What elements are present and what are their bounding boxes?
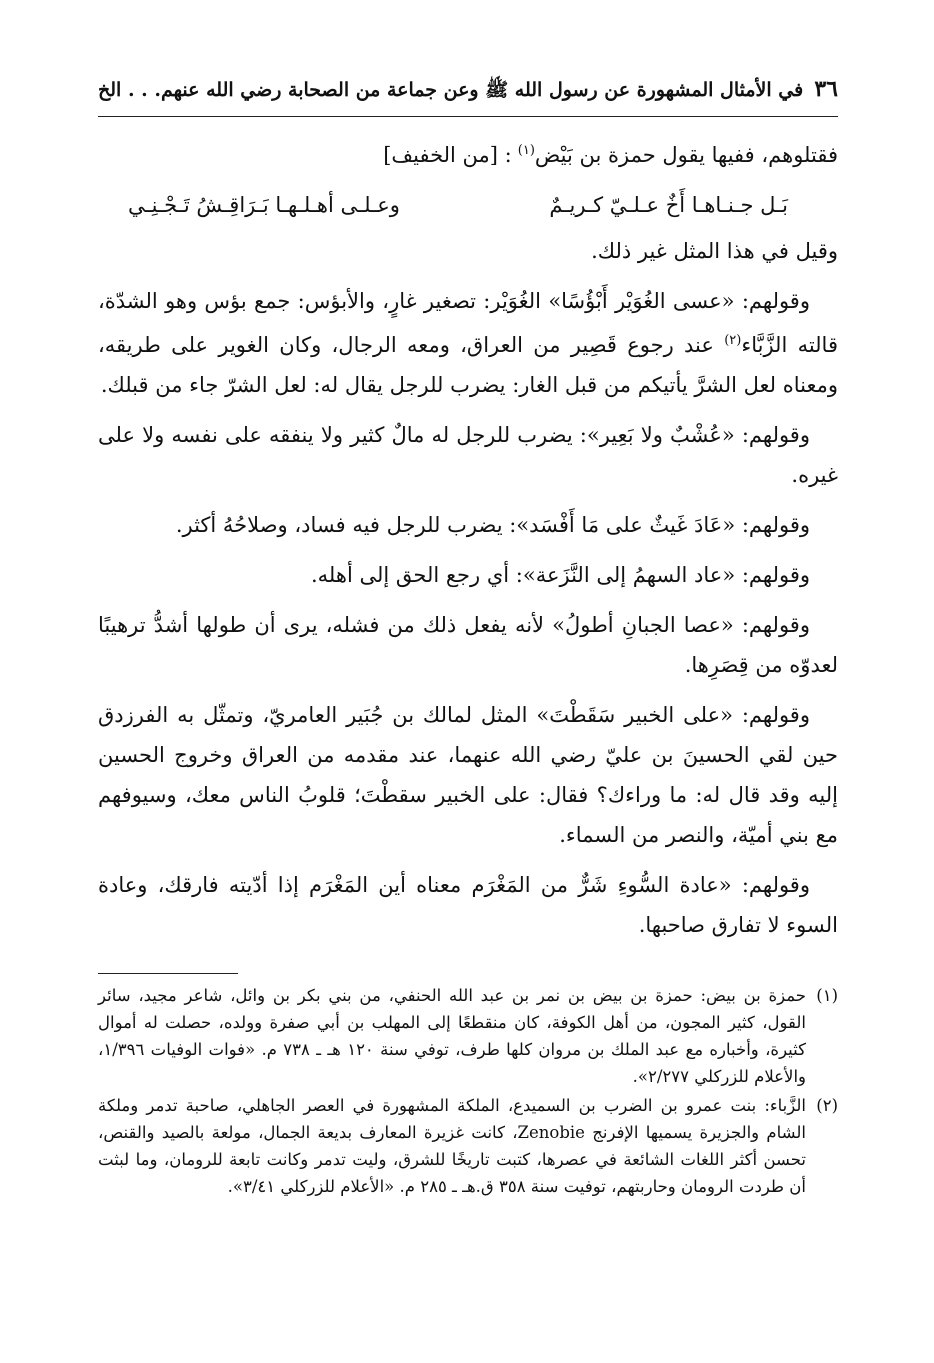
- footnote-text: الزَّباء: بنت عمرو بن الضرب بن السميدع، الملكة المشهورة في العصر الجاهلي، صاحبة تدمر وملكة الشام والجزيرة يسميها الإفرنج Zenobie، كانت غزيرة المعارف بديعة الجمال، مولعة بالصيد والقنص، تحسن أكثر اللغات الشائعة في عصرها، كتبت تاريخًا للشرق، وليت تدمر وكانت تابعة للرومان، وما لبثت أن طردت الرومان وحاربتهم، توفيت سنة ٣٥٨ ق.هـ ـ ٢٨٥ م. «الأعلام للزركلي ٣/٤١».: [98, 1096, 807, 1196]
- paragraph: [98, 131, 838, 175]
- footnote: [98, 982, 838, 1090]
- running-header: [98, 76, 838, 117]
- main-text: [98, 131, 838, 945]
- footnote-mark: (١): [816, 986, 838, 1005]
- footnotes: [98, 982, 838, 1200]
- paragraph: وقولهم: «عُشْبٌ ولا بَعِير»: يضرب للرجل له مالٌ كثير ولا ينفقه على نفسه ولا على غيره.: [98, 423, 838, 487]
- footnote-ref[interactable]: (٢): [724, 333, 742, 348]
- paragraph: [98, 281, 838, 405]
- paragraph: وقيل في هذا المثل غير ذلك.: [591, 239, 838, 263]
- footnote-separator: [98, 973, 238, 974]
- paragraph: وقولهم: «عاد السهمُ إلى النَّزَعة»: أي رجع الحق إلى أهله.: [311, 563, 810, 587]
- verse-first-hemistich: بَـل جـنـاهـا أَخٌ عـلـيّ كـريـمٌ: [549, 193, 788, 217]
- paragraph: وقولهم: «عادة السُّوءِ شَرٌّ من المَغْرَم معناه أين المَغْرَم إذا أدّيته فارقك، وعادة السوء لا تفارق صاحبها.: [98, 873, 838, 937]
- footnote-mark: (٢): [816, 1096, 838, 1115]
- footnote: [98, 1092, 838, 1200]
- paragraph: وقولهم: «عصا الجبانِ أطولُ» لأنه يفعل ذلك من فشله، يرى أن طولها أشدُّ ترهيبًا لعدوّه من قِصَرِها.: [98, 613, 838, 677]
- paragraph-text: فقتلوهم، ففيها يقول حمزة بن بَيْض: [534, 143, 838, 167]
- paragraph-text: عند رجوع قَصِير من العراق، ومعه الرجال، وكان الغوير على طريقه، ومعناه لعل الشرَّ يأتيكم من قبل الغار: يضرب للرجل يقال له: لعل الشرّ جاء من قبلك.: [98, 333, 838, 397]
- page-number: ٣٦: [814, 76, 838, 102]
- meter-label: : [من الخفيف]: [383, 143, 512, 167]
- footnote-ref[interactable]: (١): [517, 143, 535, 158]
- footnote-text: حمزة بن بيض: حمزة بن بيض بن نمر بن عبد الله الحنفي، من بني بكر بن وائل، شاعر مجيد، سائر القول، كثير المجون، من أهل الكوفة، كان منقطعًا إلى المهلب بن أبي صفرة وولده، حصلت له أموال كثيرة، وأخباره مع عبد الملك بن مروان كلها طرف، توفي سنة ١٢٠ هـ ـ ٧٣٨ م. «فوات الوفيات ١/٣٩٦، والأعلام للزركلي ٢/٢٧٧».: [98, 986, 806, 1086]
- paragraph-text: وقولهم: «عسى الغُوَيْر أَبْؤُسًا» الغُوَيْر: تصغير غارٍ، والأبؤس: جمع بؤس وهو الشدّة، قالته الزَّبَّاء: [98, 289, 838, 357]
- paragraph: وقولهم: «على الخبير سَقَطْتَ» المثل لمالك بن جُبَير العامريّ، وتمثّل به الفرزدق حين لقي الحسينَ بن عليّ رضي الله عنهما، عند مقدمه من العراق وخروج الحسين إليه وقد قال له: ما وراءك؟ فقال: على الخبير سقطْتَ؛ قلوبُ الناس معك، وسيوفهم مع بني أميّة، والنصر من السماء.: [98, 703, 838, 847]
- paragraph: وقولهم: «عَادَ غَيثٌ على مَا أَفْسَد»: يضرب للرجل فيه فساد، وصلاحُهُ أكثر.: [175, 513, 810, 537]
- verse-second-hemistich: وعـلـى أهـلـهـا بَـرَاقِـشُ تَـجْـنِـي: [128, 193, 400, 217]
- running-title: في الأمثال المشهورة عن رسول الله ﷺ وعن جماعة من الصحابة رضي الله عنهم. . . الخ: [98, 79, 804, 101]
- poetry-verse: [98, 185, 838, 225]
